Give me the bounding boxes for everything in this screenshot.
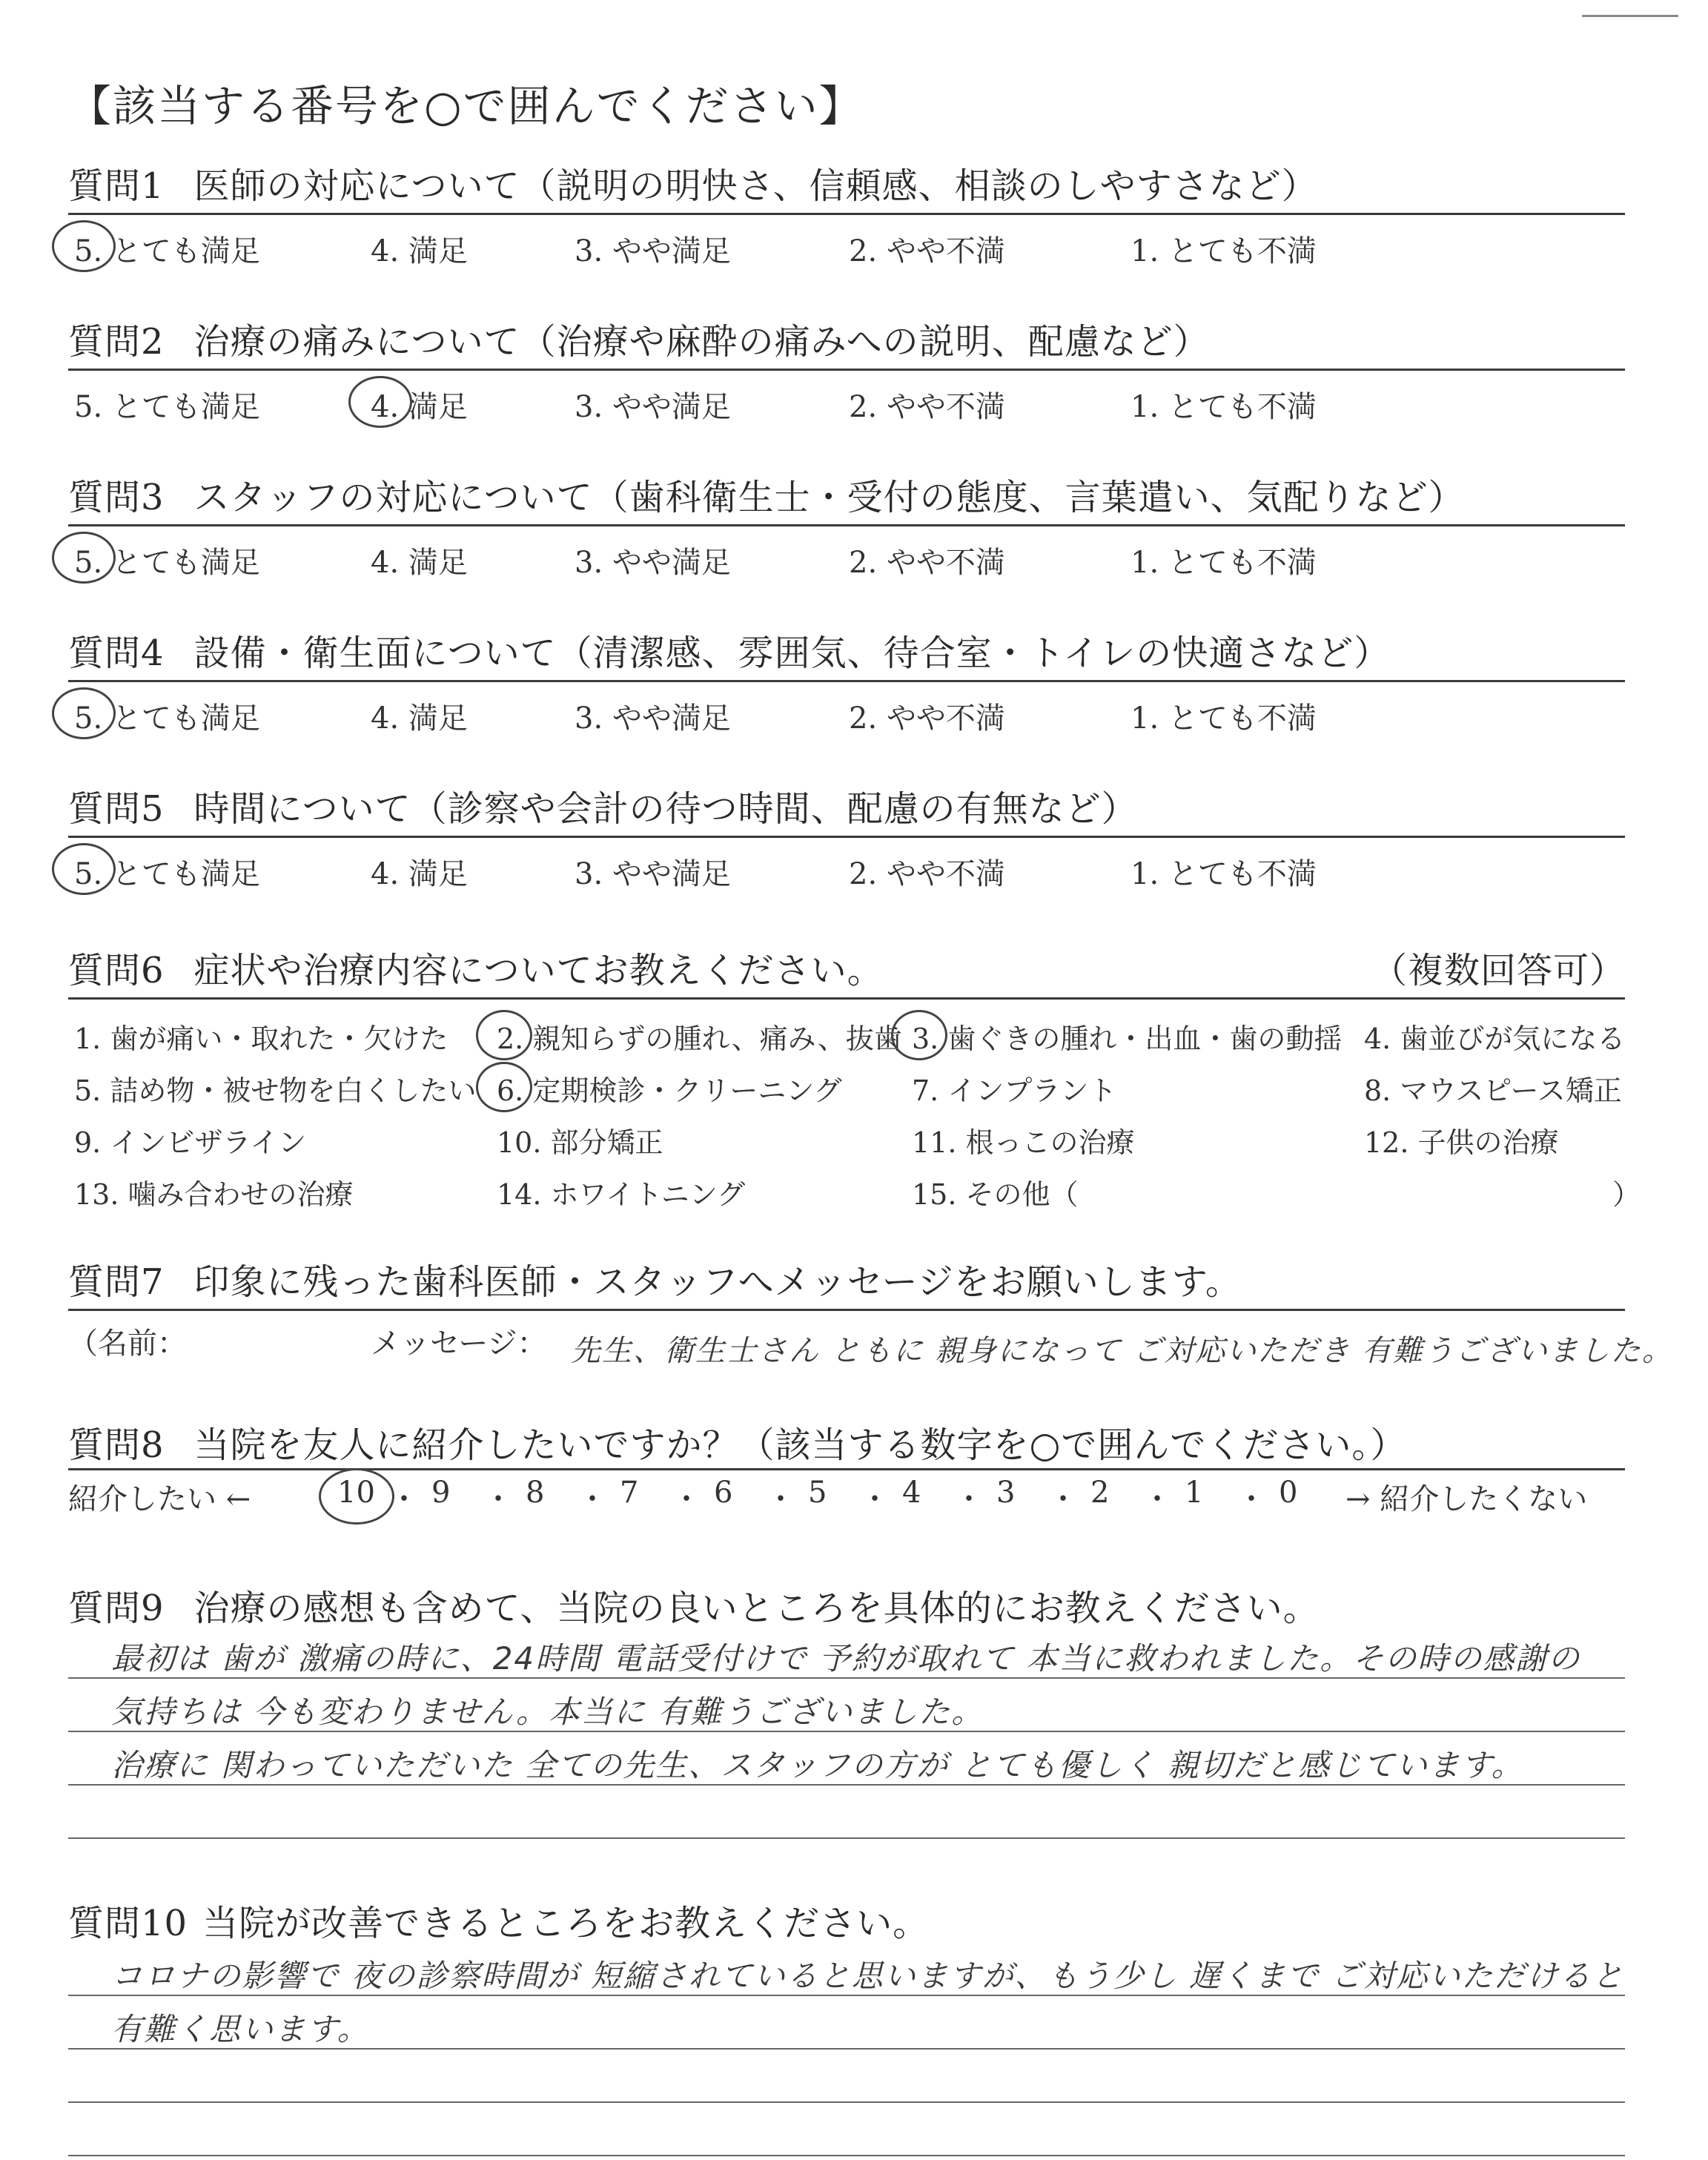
rating-option-2[interactable]: 2. やや不満 (849, 857, 1005, 891)
q7-label: 質問7 (68, 1261, 165, 1303)
rating-option-4[interactable]: 4. 満足 (371, 234, 468, 268)
handwritten-line: 最初は 歯が 激痛の時に、24時間 電話受付けで 予約が取れて 本当に救われました。その時の感謝の (111, 1640, 1581, 1677)
q6-label: 質問6 (68, 950, 165, 991)
q8-label: 質問8 (68, 1424, 165, 1466)
scale-value[interactable]: 4 (902, 1476, 921, 1510)
q7-message: 先生、衛生士さん ともに 親身になって ご対応いただき 有難うございました。 (571, 1334, 1673, 1368)
q10-heading (68, 1895, 929, 1946)
handwritten-line: 気持ちは 今も変わりません。本当に 有難うございました。 (111, 1694, 984, 1730)
scale-separator: ・ (672, 1482, 701, 1516)
rating-option-3[interactable]: 3. やや満足 (575, 701, 731, 736)
rating-option-4[interactable]: 4. 満足 (371, 390, 468, 424)
selection-circle (52, 220, 116, 272)
q6-note: （複数回答可） (1371, 950, 1626, 991)
scale-value[interactable]: 0 (1279, 1476, 1298, 1510)
rating-option-1[interactable]: 1. とても不満 (1131, 546, 1317, 580)
q8-rule (68, 1468, 1625, 1470)
q6-option[interactable]: 5. 詰め物・被せ物を白くしたい (74, 1074, 477, 1107)
handwritten-line: コロナの影響で 夜の診察時間が 短縮されていると思いますが、もう少し 遅くまで ご対応いただけると (111, 1958, 1625, 1994)
q6-option[interactable]: 9. インビザライン (74, 1126, 307, 1159)
rating-option-4[interactable]: 4. 満足 (371, 546, 468, 580)
q6-text: 症状や治療内容についてお教えください。 (193, 950, 884, 991)
q4-rule (68, 680, 1625, 682)
selection-circle (319, 1468, 394, 1525)
q6-option[interactable]: 3. 歯ぐきの腫れ・出血・歯の動揺 (912, 1023, 1343, 1055)
q3-rule (68, 524, 1625, 526)
question-label: 質問3 (68, 477, 165, 518)
writing-line (68, 1677, 1625, 1679)
scale-separator: ・ (954, 1482, 984, 1516)
q6-heading (68, 942, 884, 993)
scale-value[interactable]: 7 (620, 1476, 639, 1510)
selection-circle (476, 1010, 532, 1060)
writing-line (68, 1784, 1625, 1786)
q6-option[interactable]: 7. インプラント (912, 1074, 1117, 1107)
q6-option[interactable]: 14. ホワイトニング (497, 1178, 746, 1211)
q6-option[interactable]: 8. マウスピース矯正 (1364, 1074, 1622, 1107)
scale-separator: ・ (766, 1482, 795, 1516)
q6-option[interactable]: 6. 定期検診・クリーニング (497, 1074, 842, 1107)
selection-circle (52, 532, 116, 584)
scale-value[interactable]: 10 (337, 1476, 375, 1510)
q9-heading (68, 1579, 1320, 1631)
selection-circle (891, 1010, 947, 1060)
rating-option-3[interactable]: 3. やや満足 (575, 546, 731, 580)
rating-option-1[interactable]: 1. とても不満 (1131, 701, 1317, 736)
rating-option-3[interactable]: 3. やや満足 (575, 857, 731, 891)
scale-value[interactable]: 1 (1185, 1476, 1204, 1510)
q6-rule (68, 997, 1625, 1000)
question-label: 質問2 (68, 321, 165, 363)
q5-heading (68, 780, 1138, 831)
rating-option-5[interactable]: 5. とても満足 (74, 546, 260, 580)
question-text: 設備・衛生面について（清潔感、雰囲気、待合室・トイレの快適さなど） (193, 633, 1391, 674)
q6-option[interactable]: 11. 根っこの治療 (912, 1126, 1135, 1159)
question-text: 医師の対応について（説明の明快さ、信頼感、相談のしやすさなど） (193, 165, 1318, 207)
writing-line (68, 2155, 1625, 2156)
rating-option-2[interactable]: 2. やや不満 (849, 701, 1005, 736)
q6-option[interactable]: 12. 子供の治療 (1364, 1126, 1559, 1159)
scale-separator: ・ (1048, 1482, 1078, 1516)
scale-value[interactable]: 6 (714, 1476, 733, 1510)
selection-circle (52, 687, 116, 739)
q1-rule (68, 213, 1625, 215)
rating-option-1[interactable]: 1. とても不満 (1131, 857, 1317, 891)
rating-option-1[interactable]: 1. とても不満 (1131, 234, 1317, 268)
q6-option[interactable]: 1. 歯が痛い・取れた・欠けた (74, 1023, 448, 1055)
q7-rule (68, 1309, 1625, 1311)
scale-value[interactable]: 8 (526, 1476, 545, 1510)
q8-text: 当院を友人に紹介したいですか？（該当する数字を○で囲んでください。） (193, 1424, 1407, 1466)
q9-label: 質問9 (68, 1588, 165, 1629)
q10-text: 当院が改善できるところをお教えください。 (202, 1903, 930, 1944)
q5-rule (68, 836, 1625, 838)
q7-name-label: （名前： (68, 1327, 187, 1361)
rating-option-4[interactable]: 4. 満足 (371, 701, 468, 736)
scale-value[interactable]: 3 (996, 1476, 1016, 1510)
selection-circle (348, 376, 412, 428)
question-label: 質問5 (68, 788, 165, 830)
scale-separator: ・ (577, 1482, 607, 1516)
q3-heading (68, 469, 1465, 520)
q8-heading (68, 1416, 1406, 1467)
scan-mark (1582, 15, 1678, 17)
question-label: 質問4 (68, 633, 165, 674)
q2-rule (68, 369, 1625, 371)
rating-option-5[interactable]: 5. とても満足 (74, 857, 260, 891)
q6-option[interactable]: 10. 部分矯正 (497, 1126, 663, 1159)
q8-right-label: → 紹介したくない (1345, 1482, 1588, 1516)
question-text: 治療の痛みについて（治療や麻酔の痛みへの説明、配慮など） (193, 321, 1210, 363)
rating-option-5[interactable]: 5. とても満足 (74, 701, 260, 736)
q7-message-label: メッセージ： (371, 1327, 547, 1361)
q7-heading (68, 1253, 1242, 1304)
scale-value[interactable]: 2 (1090, 1476, 1110, 1510)
rating-option-1[interactable]: 1. とても不満 (1131, 390, 1317, 424)
selection-circle (52, 843, 116, 895)
scale-value[interactable]: 5 (808, 1476, 827, 1510)
question-text: 時間について（診察や会計の待つ時間、配慮の有無など） (193, 788, 1138, 830)
scale-separator: ・ (1237, 1482, 1266, 1516)
page-title: 【該当する番号を○で囲んでください】 (68, 81, 864, 131)
q1-heading (68, 157, 1318, 208)
rating-option-5[interactable]: 5. とても満足 (74, 390, 260, 424)
writing-line (68, 2101, 1625, 2103)
q6-option[interactable]: 2. 親知らずの腫れ、痛み、抜歯 (497, 1023, 902, 1055)
q9-text: 治療の感想も含めて、当院の良いところを具体的にお教えください。 (193, 1588, 1320, 1629)
q6-option[interactable]: 4. 歯並びが気になる (1364, 1023, 1626, 1055)
scale-value[interactable]: 9 (431, 1476, 451, 1510)
scale-separator: ・ (483, 1482, 513, 1516)
selection-circle (476, 1062, 532, 1112)
scale-separator: ・ (389, 1482, 419, 1516)
rating-option-5[interactable]: 5. とても満足 (74, 234, 260, 268)
handwritten-line: 有難く思います。 (111, 2011, 370, 2047)
q4-heading (68, 624, 1390, 676)
handwritten-line: 治療に 関わっていただいた 全ての先生、スタッフの方が とても優しく 親切だと感じています。 (111, 1747, 1524, 1783)
q6-option[interactable]: 13. 噛み合わせの治療 (74, 1178, 354, 1211)
rating-option-2[interactable]: 2. やや不満 (849, 234, 1005, 268)
q2-heading (68, 313, 1210, 364)
question-label: 質問1 (68, 165, 165, 207)
rating-option-4[interactable]: 4. 満足 (371, 857, 468, 891)
writing-line (68, 1837, 1625, 1839)
writing-line (68, 1731, 1625, 1732)
rating-option-3[interactable]: 3. やや満足 (575, 390, 731, 424)
q7-text: 印象に残った歯科医師・スタッフへメッセージをお願いします。 (193, 1261, 1242, 1303)
writing-line (68, 2048, 1625, 2050)
q10-label: 質問10 (68, 1903, 188, 1944)
scale-separator: ・ (860, 1482, 890, 1516)
q8-left-label: 紹介したい ← (68, 1482, 251, 1516)
writing-line (68, 1995, 1625, 1996)
scale-separator: ・ (1142, 1482, 1172, 1516)
question-text: スタッフの対応について（歯科衛生士・受付の態度、言葉遣い、気配りなど） (193, 477, 1465, 518)
q6-option[interactable]: 15. その他（ (912, 1178, 1079, 1211)
rating-option-2[interactable]: 2. やや不満 (849, 390, 1005, 424)
rating-option-3[interactable]: 3. やや満足 (575, 234, 731, 268)
q6-option[interactable]: ） (1612, 1178, 1641, 1211)
rating-option-2[interactable]: 2. やや不満 (849, 546, 1005, 580)
